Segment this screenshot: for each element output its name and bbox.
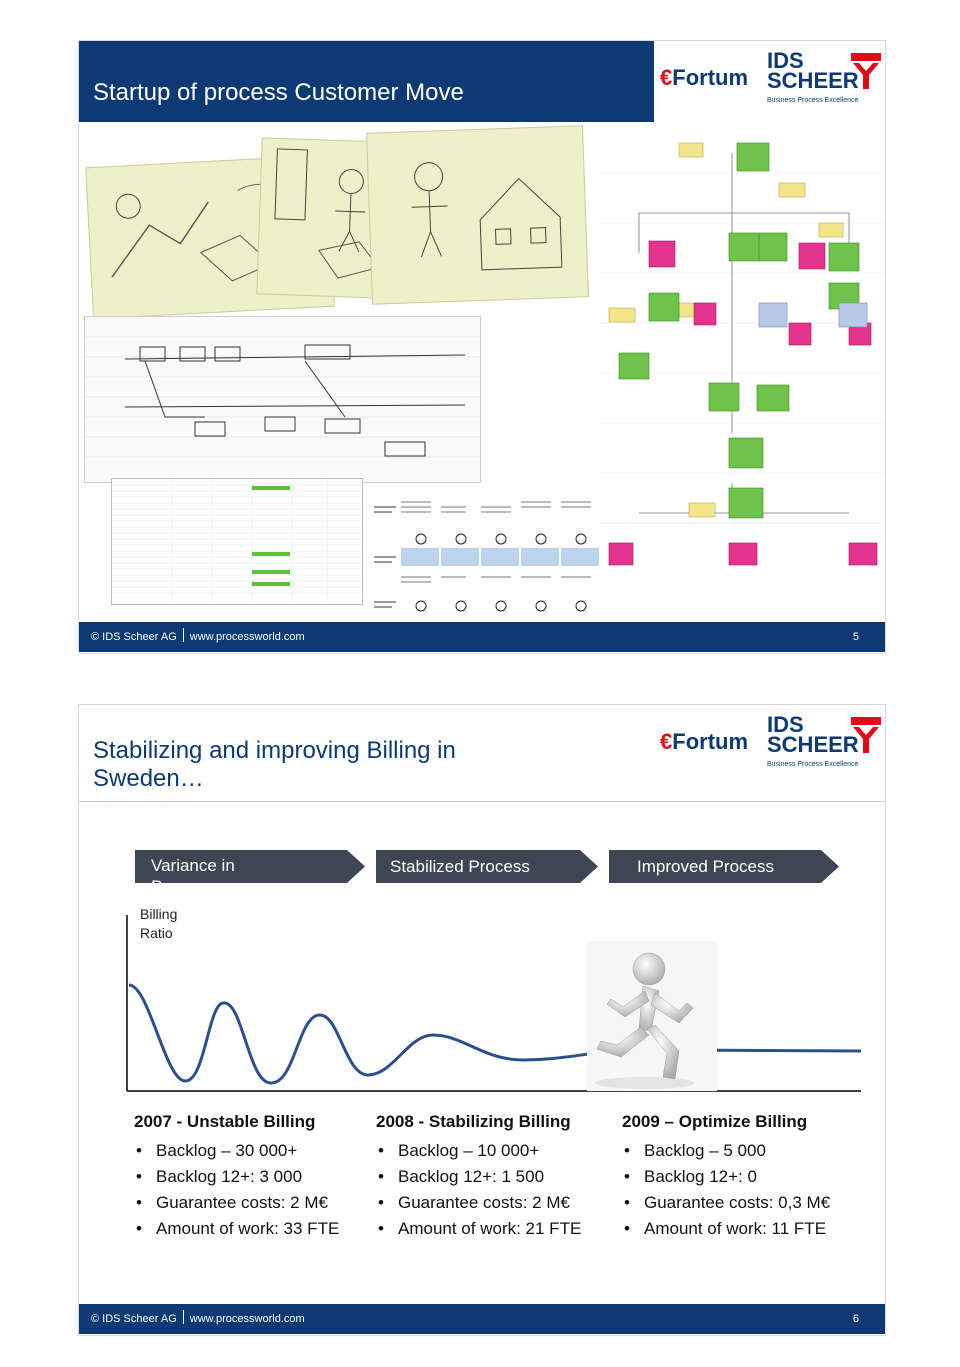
list-item: • Backlog 12+: 0	[644, 1164, 830, 1190]
list-item: • Amount of work: 33 FTE	[156, 1216, 339, 1242]
column-heading: 2008 - Stabilizing Billing	[376, 1112, 571, 1131]
phase-stabilized	[376, 850, 598, 883]
footer-url[interactable]: www.processworld.com	[189, 631, 305, 643]
runner-figure-icon	[587, 941, 717, 1091]
list-item: • Backlog 12+: 1 500	[398, 1164, 581, 1190]
spreadsheet-image	[111, 478, 363, 605]
list-item: • Backlog – 10 000+	[398, 1138, 581, 1164]
slide-startup-process	[78, 40, 886, 654]
column-2009	[622, 1111, 830, 1242]
fortum-logo: €Fortum	[660, 65, 749, 90]
title-bar	[79, 41, 654, 122]
process-sketch-paper	[84, 316, 481, 483]
ids-mark-icon	[851, 717, 881, 753]
phase-variance	[135, 850, 365, 896]
slide-billing-sweden	[78, 704, 886, 1336]
page-number: 6	[852, 1313, 859, 1325]
footer-company: © IDS Scheer AG	[91, 1313, 177, 1325]
column-2007	[134, 1111, 339, 1242]
phase-stabilized-label: Stabilized Process	[390, 857, 530, 876]
title-bar	[79, 705, 654, 792]
sketch-photo	[366, 125, 589, 304]
process-flowchart-image	[599, 123, 884, 573]
slide-footer	[79, 622, 885, 652]
logo-area	[654, 705, 885, 786]
list-item: • Backlog 12+: 3 000	[156, 1164, 339, 1190]
logo-area	[654, 41, 885, 122]
ids-scheer-logo: IDS SCHEER Business Process Excellence	[767, 47, 883, 115]
list-item: • Guarantee costs: 2 M€	[398, 1190, 581, 1216]
fortum-logo: €Fortum	[660, 729, 749, 754]
phase-improved-label: Improved Process	[637, 857, 774, 876]
list-item: • Backlog – 5 000	[644, 1138, 830, 1164]
customer-journey-image	[369, 496, 604, 618]
ids-mark-icon	[851, 53, 881, 89]
ids-scheer-logo: IDS SCHEER Business Process Excellence	[767, 711, 883, 779]
list-item: • Backlog – 30 000+	[156, 1138, 339, 1164]
slide-title: Startup of process Customer Move	[93, 79, 464, 106]
footer-url[interactable]: www.processworld.com	[189, 1313, 305, 1325]
phase-variance-label: Variance in Process	[151, 856, 235, 896]
list-item: • Amount of work: 11 FTE	[644, 1216, 830, 1242]
phase-improved	[609, 850, 839, 883]
slide-title: Stabilizing and improving Billing in Sweden…	[93, 737, 456, 792]
footer-company: © IDS Scheer AG	[91, 631, 177, 643]
slide-footer	[79, 1304, 885, 1334]
column-heading: 2009 – Optimize Billing	[622, 1112, 808, 1131]
list-item: • Guarantee costs: 2 M€	[156, 1190, 339, 1216]
list-item: • Amount of work: 21 FTE	[398, 1216, 581, 1242]
axis-label-billing-ratio: Billing Ratio	[140, 906, 178, 941]
billing-ratio-curve	[123, 885, 863, 1095]
page-number: 5	[852, 631, 859, 643]
list-item: • Guarantee costs: 0,3 M€	[644, 1190, 830, 1216]
column-2008	[376, 1111, 581, 1242]
column-heading: 2007 - Unstable Billing	[134, 1112, 316, 1131]
